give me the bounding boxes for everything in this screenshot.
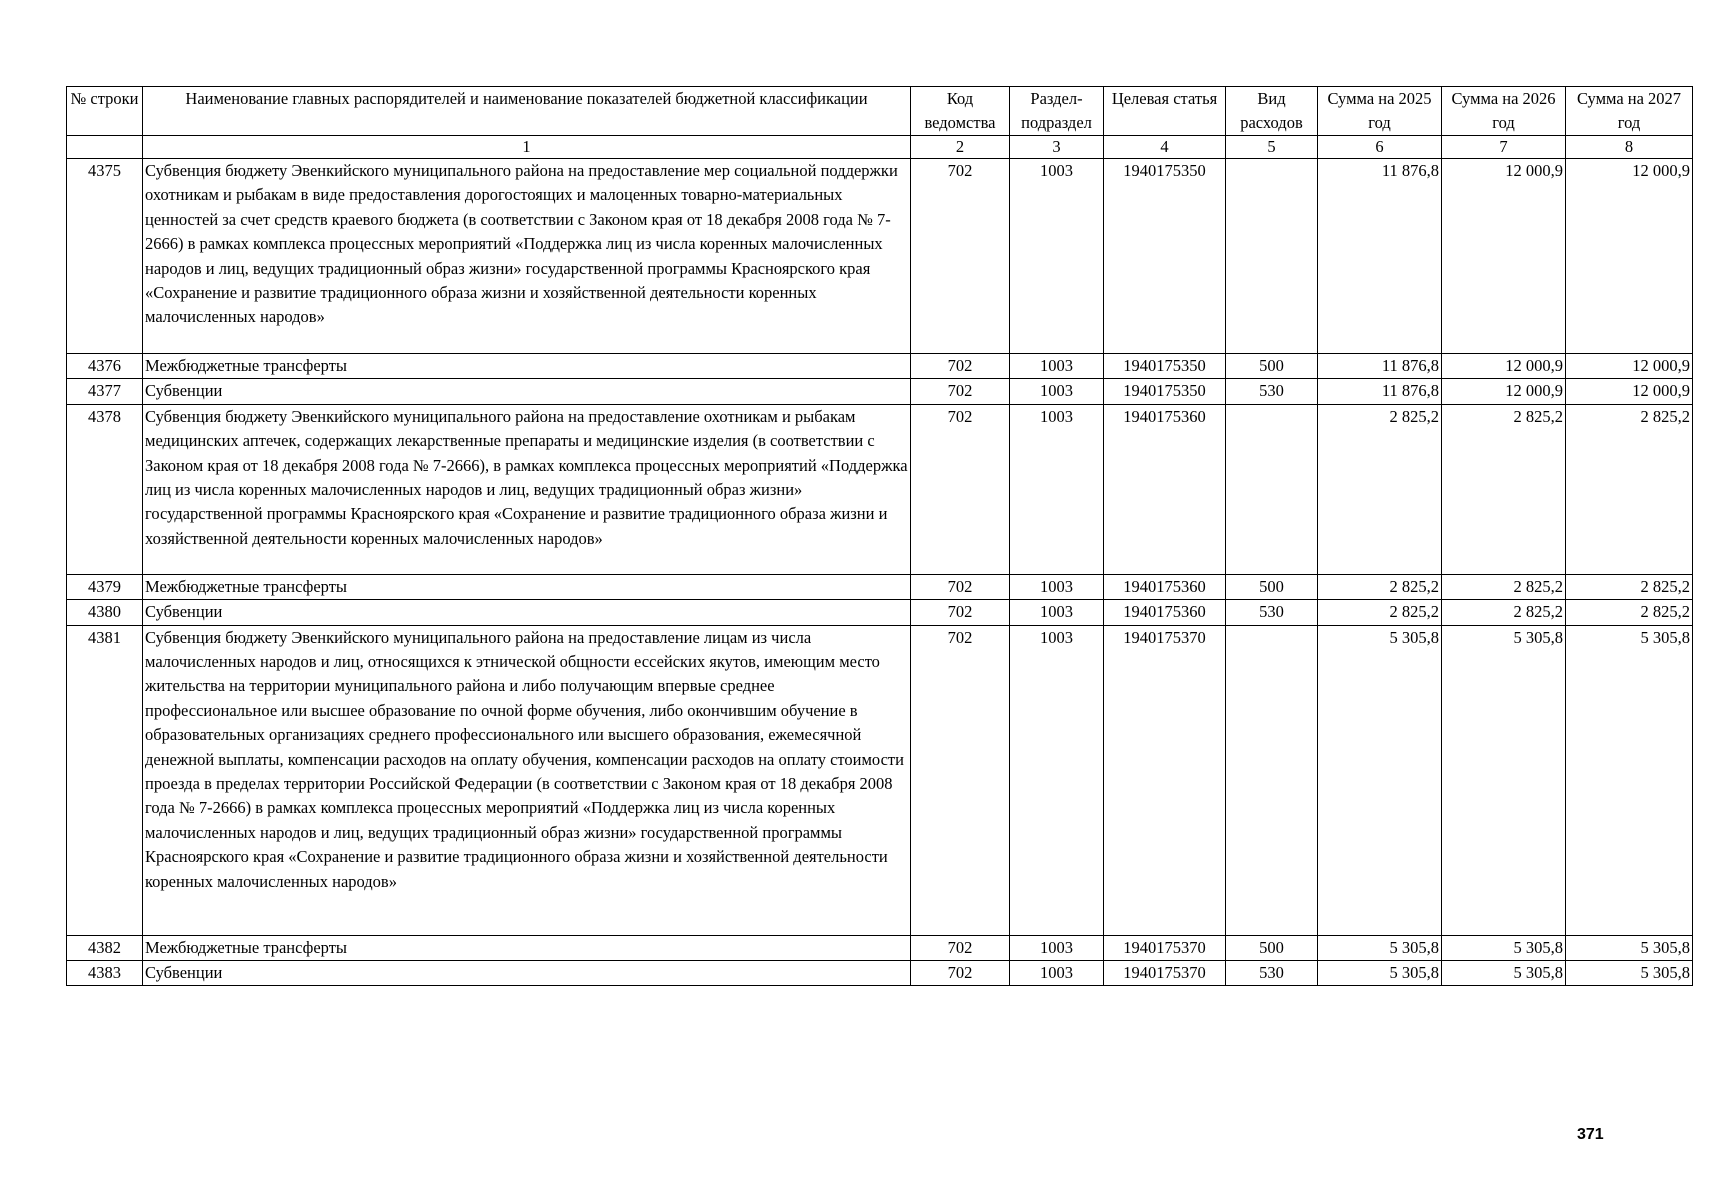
- row-sum-2025: 2 825,2: [1318, 404, 1442, 574]
- column-number: 7: [1442, 136, 1566, 159]
- row-name: Межбюджетные трансферты: [143, 935, 911, 960]
- row-expense-kind: 530: [1226, 961, 1318, 986]
- row-name: Субвенции: [143, 600, 911, 625]
- table-row: [67, 159, 1693, 354]
- row-sum-2027: 5 305,8: [1566, 935, 1693, 960]
- table-row: [67, 935, 1693, 960]
- row-target-article: 1940175360: [1104, 600, 1226, 625]
- row-department-code: 702: [911, 159, 1010, 354]
- row-target-article: 1940175350: [1104, 354, 1226, 379]
- row-section: 1003: [1010, 625, 1104, 935]
- budget-table: [66, 86, 1693, 986]
- row-number: 4379: [67, 574, 143, 599]
- row-sum-2026: 12 000,9: [1442, 354, 1566, 379]
- row-sum-2026: 2 825,2: [1442, 600, 1566, 625]
- row-sum-2026: 5 305,8: [1442, 625, 1566, 935]
- row-section: 1003: [1010, 961, 1104, 986]
- row-department-code: 702: [911, 935, 1010, 960]
- row-department-code: 702: [911, 354, 1010, 379]
- row-section: 1003: [1010, 379, 1104, 404]
- column-number: 1: [143, 136, 911, 159]
- header-expense-kind: Вид расходов: [1226, 87, 1318, 136]
- row-section: 1003: [1010, 935, 1104, 960]
- column-number: 8: [1566, 136, 1693, 159]
- header-row: [67, 87, 1693, 136]
- row-target-article: 1940175360: [1104, 404, 1226, 574]
- row-name: Субвенции: [143, 379, 911, 404]
- row-number: 4375: [67, 159, 143, 354]
- row-number: 4377: [67, 379, 143, 404]
- row-sum-2025: 11 876,8: [1318, 354, 1442, 379]
- row-name: Межбюджетные трансферты: [143, 354, 911, 379]
- row-number: 4376: [67, 354, 143, 379]
- row-sum-2026: 12 000,9: [1442, 159, 1566, 354]
- row-sum-2026: 12 000,9: [1442, 379, 1566, 404]
- row-sum-2026: 2 825,2: [1442, 574, 1566, 599]
- row-department-code: 702: [911, 961, 1010, 986]
- row-department-code: 702: [911, 404, 1010, 574]
- row-target-article: 1940175350: [1104, 159, 1226, 354]
- column-number-blank: [67, 136, 143, 159]
- table-row: [67, 961, 1693, 986]
- header-sum-2026: Сумма на 2026 год: [1442, 87, 1566, 136]
- column-number: 3: [1010, 136, 1104, 159]
- row-sum-2026: 5 305,8: [1442, 961, 1566, 986]
- row-sum-2027: 12 000,9: [1566, 354, 1693, 379]
- row-expense-kind: 530: [1226, 600, 1318, 625]
- row-number: 4378: [67, 404, 143, 574]
- row-sum-2025: 11 876,8: [1318, 159, 1442, 354]
- page-number: 371: [1577, 1126, 1604, 1143]
- row-number: 4380: [67, 600, 143, 625]
- column-number: 4: [1104, 136, 1226, 159]
- column-number: 6: [1318, 136, 1442, 159]
- row-sum-2027: 5 305,8: [1566, 625, 1693, 935]
- row-expense-kind: [1226, 404, 1318, 574]
- row-expense-kind: 500: [1226, 935, 1318, 960]
- row-name: Субвенция бюджету Эвенкийского муниципального района на предоставление охотникам и рыбакам медицинских аптечек, содержащих лекарственные препараты и медицинские изделия (в соответствии с Законом края от 18 декабря 2008 года № 7-2666), в рамках комплекса процессных мероприятий «Поддержка лиц из числа коренных малочисленных народов и лиц, ведущих традиционный образ жизни» государственной программы Красноярского края «Сохранение и развитие традиционного образа жизни и хозяйственной деятельности коренных малочисленных народов»: [143, 404, 911, 574]
- row-sum-2027: 5 305,8: [1566, 961, 1693, 986]
- column-number-row: [67, 136, 1693, 159]
- row-target-article: 1940175350: [1104, 379, 1226, 404]
- row-department-code: 702: [911, 600, 1010, 625]
- row-section: 1003: [1010, 354, 1104, 379]
- row-target-article: 1940175370: [1104, 935, 1226, 960]
- row-section: 1003: [1010, 404, 1104, 574]
- row-sum-2027: 2 825,2: [1566, 574, 1693, 599]
- row-name: Субвенции: [143, 961, 911, 986]
- header-sum-2025: Сумма на 2025 год: [1318, 87, 1442, 136]
- header-row-number: № строки: [67, 87, 143, 136]
- row-sum-2027: 2 825,2: [1566, 404, 1693, 574]
- row-section: 1003: [1010, 600, 1104, 625]
- row-sum-2025: 2 825,2: [1318, 600, 1442, 625]
- row-sum-2026: 5 305,8: [1442, 935, 1566, 960]
- table-row: [67, 354, 1693, 379]
- row-name: Межбюджетные трансферты: [143, 574, 911, 599]
- row-sum-2025: 5 305,8: [1318, 961, 1442, 986]
- row-expense-kind: 500: [1226, 354, 1318, 379]
- row-target-article: 1940175370: [1104, 961, 1226, 986]
- row-name: Субвенция бюджету Эвенкийского муниципального района на предоставление лицам из числа малочисленных народов и лиц, относящихся к этнической общности ессейских якутов, имеющим место жительства на территории муниципального района и либо получающим впервые среднее профессиональное или высшее образование по очной форме обучения, либо окончившим обучение в образовательных организациях среднего профессионального или высшего образования, ежемесячной денежной выплаты, компенсации расходов на оплату обучения, компенсации расходов на оплату стоимости проезда в пределах территории Российской Федерации (в соответствии с Законом края от 18 декабря 2008 года № 7-2666) в рамках комплекса процессных мероприятий «Поддержка лиц из числа коренных малочисленных народов и лиц, ведущих традиционный образ жизни» государственной программы Красноярского края «Сохранение и развитие традиционного образа жизни и хозяйственной деятельности коренных малочисленных народов»: [143, 625, 911, 935]
- row-sum-2026: 2 825,2: [1442, 404, 1566, 574]
- table-row: [67, 404, 1693, 574]
- column-number: 2: [911, 136, 1010, 159]
- row-number: 4382: [67, 935, 143, 960]
- row-sum-2027: 2 825,2: [1566, 600, 1693, 625]
- row-section: 1003: [1010, 159, 1104, 354]
- header-name: Наименование главных распорядителей и наименование показателей бюджетной классификации: [143, 87, 911, 136]
- row-expense-kind: 500: [1226, 574, 1318, 599]
- row-department-code: 702: [911, 574, 1010, 599]
- row-name: Субвенция бюджету Эвенкийского муниципального района на предоставление мер социальной поддержки охотникам и рыбакам в виде предоставления дорогостоящих и малоценных товарно-материальных ценностей за счет средств краевого бюджета (в соответствии с Законом края от 18 декабря 2008 года № 7-2666) в рамках комплекса процессных мероприятий «Поддержка лиц из числа коренных малочисленных народов и лиц, ведущих традиционный образ жизни» государственной программы Красноярского края «Сохранение и развитие традиционного образа жизни и хозяйственной деятельности коренных малочисленных народов»: [143, 159, 911, 354]
- table-row: [67, 379, 1693, 404]
- row-expense-kind: [1226, 625, 1318, 935]
- row-sum-2025: 11 876,8: [1318, 379, 1442, 404]
- header-target-article: Целевая статья: [1104, 87, 1226, 136]
- row-sum-2027: 12 000,9: [1566, 159, 1693, 354]
- header-sum-2027: Сумма на 2027 год: [1566, 87, 1693, 136]
- row-target-article: 1940175370: [1104, 625, 1226, 935]
- row-section: 1003: [1010, 574, 1104, 599]
- row-department-code: 702: [911, 625, 1010, 935]
- row-sum-2025: 2 825,2: [1318, 574, 1442, 599]
- row-number: 4383: [67, 961, 143, 986]
- column-number: 5: [1226, 136, 1318, 159]
- header-section: Раздел-подраздел: [1010, 87, 1104, 136]
- table-row: [67, 600, 1693, 625]
- table-row: [67, 574, 1693, 599]
- header-department-code: Код ведомства: [911, 87, 1010, 136]
- row-sum-2027: 12 000,9: [1566, 379, 1693, 404]
- row-expense-kind: 530: [1226, 379, 1318, 404]
- table-row: [67, 625, 1693, 935]
- row-department-code: 702: [911, 379, 1010, 404]
- row-number: 4381: [67, 625, 143, 935]
- row-sum-2025: 5 305,8: [1318, 625, 1442, 935]
- row-target-article: 1940175360: [1104, 574, 1226, 599]
- row-sum-2025: 5 305,8: [1318, 935, 1442, 960]
- row-expense-kind: [1226, 159, 1318, 354]
